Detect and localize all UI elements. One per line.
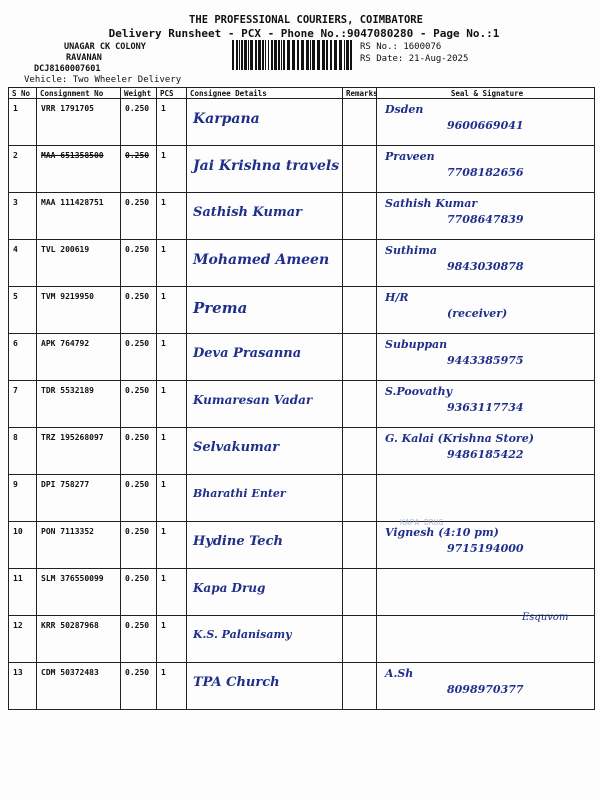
barcode-bar bbox=[258, 40, 261, 70]
barcode-bar bbox=[322, 40, 325, 70]
runsheet-table bbox=[8, 87, 595, 710]
cell-pcs: 1 bbox=[157, 334, 187, 381]
cell-weight: 0.250 bbox=[121, 616, 157, 663]
handwritten-signature: S.Poovathy bbox=[385, 385, 453, 398]
cell-sno: 11 bbox=[9, 569, 37, 616]
col-sno: S No bbox=[9, 88, 37, 99]
handwritten-consignee: Deva Prasanna bbox=[193, 346, 302, 361]
cell-weight: 0.250 bbox=[121, 99, 157, 146]
cell-consignee bbox=[187, 146, 343, 193]
cell-pcs: 1 bbox=[157, 99, 187, 146]
table-row bbox=[9, 334, 595, 381]
col-signature: Seal & Signature bbox=[377, 88, 595, 99]
cell-signature bbox=[377, 99, 595, 146]
barcode-bar bbox=[281, 40, 282, 70]
cell-consignee bbox=[187, 240, 343, 287]
barcode-bar bbox=[310, 40, 311, 70]
cell-consignee bbox=[187, 99, 343, 146]
table-row bbox=[9, 569, 595, 616]
cell-weight: 0.250 bbox=[121, 334, 157, 381]
cell-pcs: 1 bbox=[157, 616, 187, 663]
barcode-bar bbox=[346, 40, 349, 70]
cell-consignee bbox=[187, 522, 343, 569]
cell-signature bbox=[377, 193, 595, 240]
cell-sno: 7 bbox=[9, 381, 37, 428]
cell-consignee bbox=[187, 287, 343, 334]
cell-weight: 0.250 bbox=[121, 663, 157, 710]
cell-consignment: MAA 651358500 bbox=[37, 146, 121, 193]
cell-consignment: VRR 1791705 bbox=[37, 99, 121, 146]
cell-consignment: KRR 50287968 bbox=[37, 616, 121, 663]
barcode-bar bbox=[248, 40, 249, 70]
col-remarks: Remarks bbox=[343, 88, 377, 99]
cell-remarks bbox=[343, 522, 377, 569]
handwritten-phone: 8098970377 bbox=[447, 683, 524, 696]
extra-signature: Esquvom bbox=[522, 612, 569, 623]
cell-consignment: TVL 200619 bbox=[37, 240, 121, 287]
barcode-bar bbox=[350, 40, 352, 70]
cell-pcs: 1 bbox=[157, 381, 187, 428]
handwritten-consignee: Jai Krishna travels bbox=[193, 158, 340, 174]
cell-signature bbox=[377, 381, 595, 428]
barcode-bar bbox=[334, 40, 337, 70]
cell-sno: 6 bbox=[9, 334, 37, 381]
handwritten-phone: 7708647839 bbox=[447, 213, 524, 226]
barcode-bar bbox=[255, 40, 257, 70]
cell-weight: 0.250 bbox=[121, 287, 157, 334]
cell-pcs: 1 bbox=[157, 240, 187, 287]
cell-remarks bbox=[343, 287, 377, 334]
barcode-bar bbox=[268, 40, 269, 70]
handwritten-signature: Sathish Kumar bbox=[385, 197, 478, 210]
area-label: UNAGAR CK COLONY bbox=[64, 42, 146, 52]
barcode-bar bbox=[317, 40, 320, 70]
cell-pcs: 1 bbox=[157, 193, 187, 240]
table-row bbox=[9, 663, 595, 710]
cell-consignee bbox=[187, 569, 343, 616]
cell-pcs: 1 bbox=[157, 475, 187, 522]
handwritten-signature: H/R bbox=[385, 291, 409, 304]
cell-sno: 12 bbox=[9, 616, 37, 663]
barcode-bar bbox=[339, 40, 342, 70]
rs-number: RS No.: 1600076 bbox=[360, 42, 442, 52]
device-label: DCJ8160007601 bbox=[34, 64, 101, 74]
cell-remarks bbox=[343, 146, 377, 193]
cell-signature bbox=[377, 287, 595, 334]
barcode-bar bbox=[265, 40, 266, 70]
barcode-bar bbox=[232, 40, 234, 70]
cell-pcs: 1 bbox=[157, 663, 187, 710]
cell-sno: 2 bbox=[9, 146, 37, 193]
cell-remarks bbox=[343, 334, 377, 381]
table-row bbox=[9, 475, 595, 522]
barcode-bar bbox=[330, 40, 332, 70]
cell-signature bbox=[377, 569, 595, 616]
barcode-bar bbox=[239, 40, 240, 70]
cell-consignment: SLM 376550099 bbox=[37, 569, 121, 616]
cell-signature bbox=[377, 663, 595, 710]
handwritten-consignee: Karpana bbox=[193, 111, 260, 127]
cell-weight: 0.250 bbox=[121, 146, 157, 193]
cell-sno: 9 bbox=[9, 475, 37, 522]
cell-consignment: DPI 758277 bbox=[37, 475, 121, 522]
company-title: THE PROFESSIONAL COURIERS, COIMBATORE bbox=[189, 14, 423, 26]
table-row bbox=[9, 193, 595, 240]
cell-consignment: TRZ 195268097 bbox=[37, 428, 121, 475]
barcode-bar bbox=[306, 40, 309, 70]
seal-stamp: KAPA DRUG bbox=[400, 518, 444, 527]
col-pcs: PCS bbox=[157, 88, 187, 99]
col-consignment: Consignment No bbox=[37, 88, 121, 99]
cell-pcs: 1 bbox=[157, 428, 187, 475]
handwritten-consignee: Prema bbox=[193, 299, 248, 317]
barcode-bar bbox=[301, 40, 304, 70]
barcode-bar bbox=[236, 40, 238, 70]
handwritten-phone: 9843030878 bbox=[447, 260, 524, 273]
cell-signature bbox=[377, 475, 595, 522]
col-consignee: Consignee Details bbox=[187, 88, 343, 99]
handwritten-signature: Dsden bbox=[385, 103, 424, 116]
barcode-image bbox=[232, 40, 354, 70]
cell-consignee bbox=[187, 193, 343, 240]
table-header-row bbox=[9, 88, 595, 99]
barcode-bar bbox=[271, 40, 273, 70]
cell-consignee bbox=[187, 381, 343, 428]
cell-consignee bbox=[187, 663, 343, 710]
handwritten-consignee: TPA Church bbox=[193, 675, 280, 690]
cell-remarks bbox=[343, 240, 377, 287]
cell-consignee bbox=[187, 334, 343, 381]
table-row bbox=[9, 146, 595, 193]
cell-weight: 0.250 bbox=[121, 569, 157, 616]
table-row bbox=[9, 381, 595, 428]
handwritten-phone: 9715194000 bbox=[447, 542, 524, 555]
cell-remarks bbox=[343, 475, 377, 522]
handwritten-phone: 9443385975 bbox=[447, 354, 524, 367]
cell-sno: 1 bbox=[9, 99, 37, 146]
barcode-bar bbox=[344, 40, 345, 70]
handwritten-consignee: Kapa Drug bbox=[193, 581, 266, 595]
table-row bbox=[9, 616, 595, 663]
barcode-bar bbox=[287, 40, 290, 70]
cell-sno: 5 bbox=[9, 287, 37, 334]
cell-consignment: CDM 50372483 bbox=[37, 663, 121, 710]
barcode-bar bbox=[312, 40, 315, 70]
barcode-bar bbox=[326, 40, 328, 70]
handwritten-signature: Subuppan bbox=[385, 338, 448, 351]
cell-consignment: TVM 9219950 bbox=[37, 287, 121, 334]
handwritten-phone: 7708182656 bbox=[447, 166, 524, 179]
table-row bbox=[9, 287, 595, 334]
cell-weight: 0.250 bbox=[121, 193, 157, 240]
handwritten-consignee: Bharathi Enter bbox=[193, 487, 286, 500]
cell-signature bbox=[377, 146, 595, 193]
cell-pcs: 1 bbox=[157, 569, 187, 616]
cell-pcs: 1 bbox=[157, 146, 187, 193]
cell-consignment: APK 764792 bbox=[37, 334, 121, 381]
table-row bbox=[9, 428, 595, 475]
handwritten-phone: 9363117734 bbox=[447, 401, 524, 414]
cell-consignee bbox=[187, 616, 343, 663]
cell-signature bbox=[377, 240, 595, 287]
cell-sno: 8 bbox=[9, 428, 37, 475]
cell-remarks bbox=[343, 193, 377, 240]
staff-label: RAVANAN bbox=[66, 53, 102, 63]
cell-consignment: PON 7113352 bbox=[37, 522, 121, 569]
cell-remarks bbox=[343, 99, 377, 146]
barcode-bar bbox=[274, 40, 277, 70]
handwritten-phone: 9600669041 bbox=[447, 119, 524, 132]
barcode-bar bbox=[250, 40, 253, 70]
cell-signature bbox=[377, 428, 595, 475]
handwritten-consignee: Kumaresan Vadar bbox=[193, 393, 313, 407]
handwritten-consignee: Selvakumar bbox=[193, 440, 280, 455]
cell-signature bbox=[377, 334, 595, 381]
cell-weight: 0.250 bbox=[121, 475, 157, 522]
table-row bbox=[9, 99, 595, 146]
cell-sno: 3 bbox=[9, 193, 37, 240]
table-row bbox=[9, 522, 595, 569]
cell-pcs: 1 bbox=[157, 522, 187, 569]
cell-weight: 0.250 bbox=[121, 240, 157, 287]
col-weight: Weight bbox=[121, 88, 157, 99]
cell-pcs: 1 bbox=[157, 287, 187, 334]
runsheet-heading: Delivery Runsheet - PCX - Phone No.:9047080280 - Page No.:1 bbox=[108, 27, 500, 40]
barcode-bar bbox=[292, 40, 295, 70]
cell-remarks bbox=[343, 663, 377, 710]
cell-signature bbox=[377, 522, 595, 569]
handwritten-signature: A.Sh bbox=[385, 667, 414, 680]
handwritten-consignee: K.S. Palanisamy bbox=[193, 628, 292, 641]
barcode-bar bbox=[283, 40, 285, 70]
handwritten-signature: Praveen bbox=[385, 150, 435, 163]
vehicle-label: Vehicle: Two Wheeler Delivery bbox=[24, 75, 182, 85]
cell-consignee bbox=[187, 428, 343, 475]
cell-consignment: MAA 111428751 bbox=[37, 193, 121, 240]
cell-remarks bbox=[343, 569, 377, 616]
cell-sno: 4 bbox=[9, 240, 37, 287]
handwritten-phone: 9486185422 bbox=[447, 448, 524, 461]
handwritten-consignee: Sathish Kumar bbox=[193, 205, 302, 220]
cell-remarks bbox=[343, 381, 377, 428]
barcode-bar bbox=[278, 40, 280, 70]
cell-weight: 0.250 bbox=[121, 522, 157, 569]
cell-weight: 0.250 bbox=[121, 381, 157, 428]
cell-weight: 0.250 bbox=[121, 428, 157, 475]
cell-remarks bbox=[343, 428, 377, 475]
cell-consignee bbox=[187, 475, 343, 522]
cell-remarks bbox=[343, 616, 377, 663]
barcode-bar bbox=[262, 40, 264, 70]
table-row bbox=[9, 240, 595, 287]
handwritten-consignee: Hydine Tech bbox=[193, 534, 283, 549]
cell-sno: 13 bbox=[9, 663, 37, 710]
handwritten-signature: Suthima bbox=[385, 244, 437, 257]
handwritten-signature: G. Kalai (Krishna Store) bbox=[385, 432, 534, 445]
barcode-bar bbox=[241, 40, 243, 70]
rs-date: RS Date: 21-Aug-2025 bbox=[360, 54, 469, 64]
handwritten-consignee: Mohamed Ameen bbox=[193, 252, 330, 268]
handwritten-signature: Vignesh (4:10 pm) bbox=[385, 526, 499, 539]
handwritten-phone: (receiver) bbox=[447, 307, 508, 320]
cell-consignment: TDR 5532189 bbox=[37, 381, 121, 428]
barcode-bar bbox=[297, 40, 299, 70]
barcode-bar bbox=[244, 40, 247, 70]
cell-sno: 10 bbox=[9, 522, 37, 569]
